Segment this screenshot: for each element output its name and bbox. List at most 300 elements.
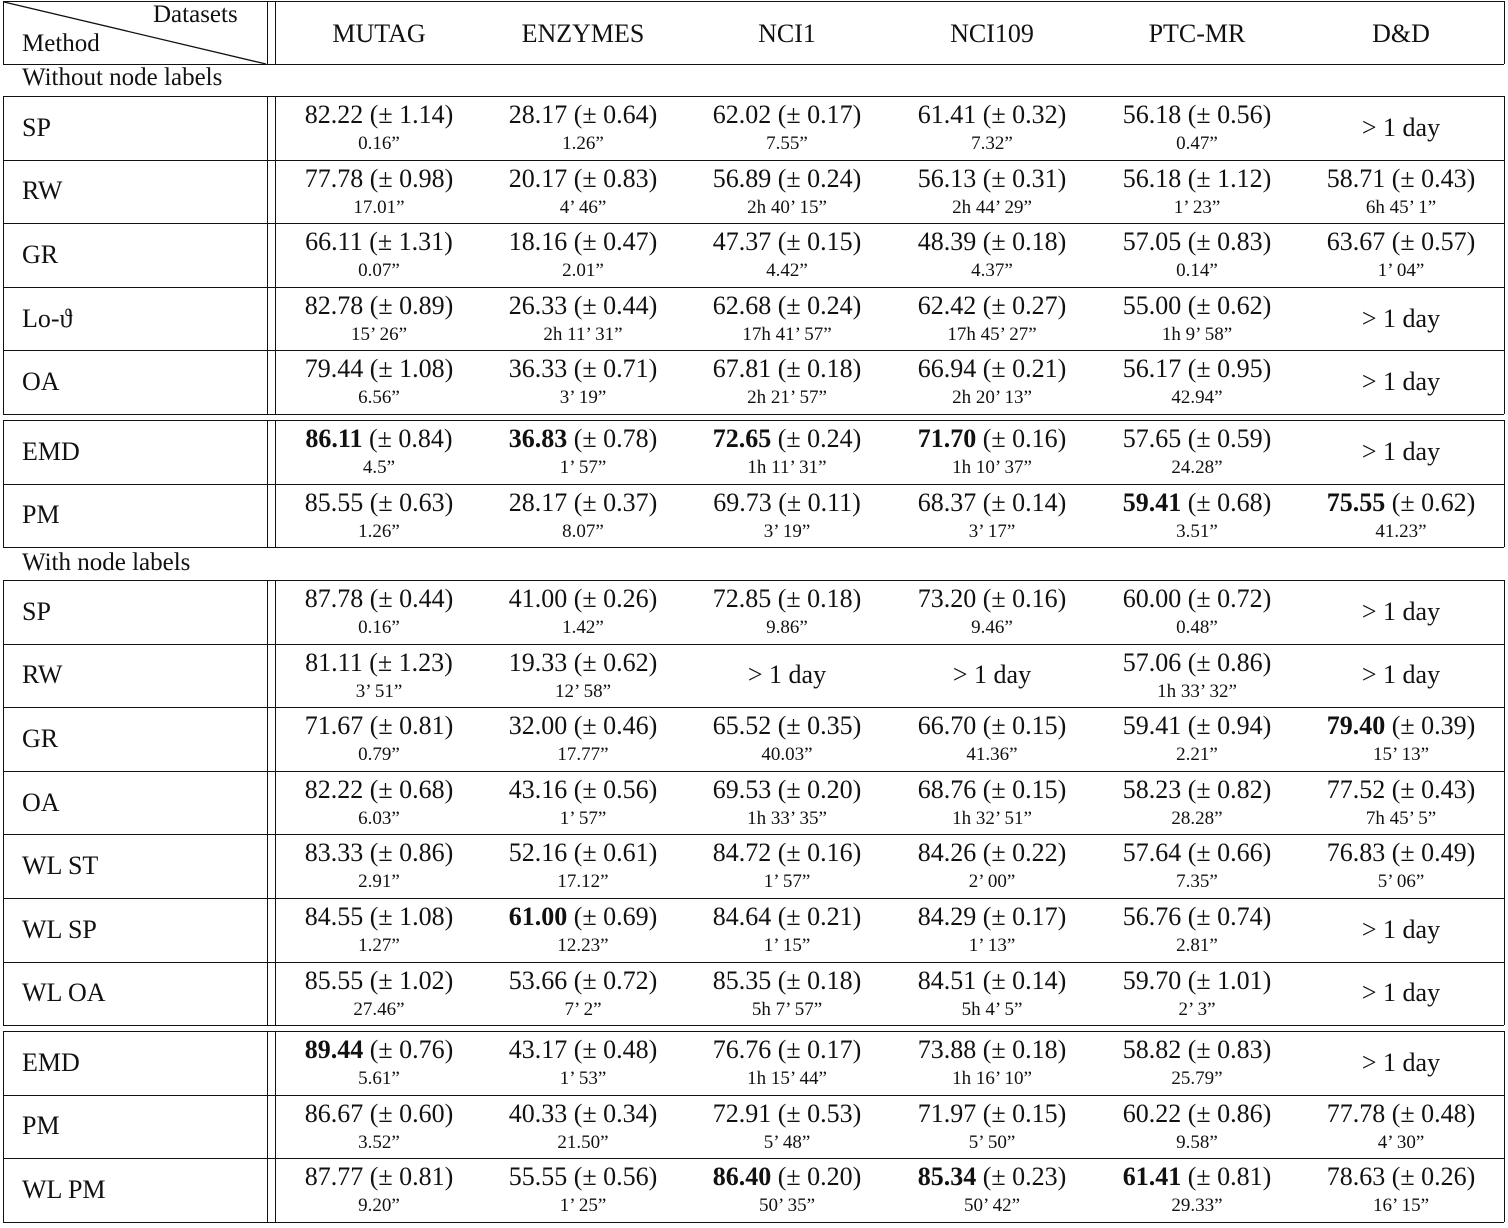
accuracy-value — [1095, 964, 1299, 997]
accuracy-std: (± 0.18) — [777, 965, 862, 995]
accuracy-mean: 18.16 — [508, 227, 568, 257]
runtime-value: 6.56” — [358, 387, 400, 409]
table-cell — [277, 162, 481, 222]
runtime-value: 1h 15’ 44” — [747, 1068, 827, 1089]
accuracy-mean: 78.63 — [1326, 1162, 1386, 1192]
accuracy-mean: 57.64 — [1122, 838, 1182, 868]
accuracy-value — [481, 964, 685, 997]
table-cell — [1299, 646, 1503, 706]
runtime-value: 15’ 13” — [1372, 744, 1430, 766]
table-cell — [890, 486, 1094, 546]
accuracy-std: (± 0.49) — [1391, 838, 1476, 868]
table-cell — [685, 773, 889, 833]
runtime-value: 2h 21’ 57” — [747, 387, 827, 409]
accuracy-mean: 56.13 — [917, 163, 977, 193]
accuracy-std: (± 0.66) — [1187, 838, 1272, 868]
accuracy-std: (± 0.56) — [573, 1162, 658, 1192]
accuracy-mean: 79.44 — [304, 354, 364, 384]
table-cell — [1095, 352, 1299, 412]
column-header-nci1: NCI1 — [758, 19, 816, 48]
accuracy-std: (± 0.16) — [982, 424, 1067, 453]
accuracy-value — [481, 709, 685, 742]
runtime-value: 27.46” — [353, 998, 405, 1020]
accuracy-mean: 71.67 — [304, 711, 364, 741]
runtime-value: 50’ 35” — [758, 1195, 816, 1217]
runtime-value: 0.14” — [1176, 260, 1218, 282]
runtime-value: 42.94” — [1171, 387, 1223, 409]
accuracy-std: (± 0.43) — [1391, 774, 1476, 804]
accuracy-mean: 59.41 — [1122, 711, 1182, 741]
accuracy-std: (± 0.48) — [1391, 1098, 1476, 1128]
accuracy-std: (± 0.83) — [1187, 1035, 1272, 1064]
accuracy-value — [1095, 773, 1299, 806]
method-label: GR — [22, 723, 59, 753]
table-cell — [890, 162, 1094, 222]
runtime-value: 21.50” — [557, 1131, 609, 1153]
runtime-value: 17.12” — [557, 871, 609, 893]
column-header-ptcmr: PTC-MR — [1148, 19, 1246, 48]
accuracy-std: (± 1.23) — [369, 647, 453, 677]
rule-horizontal — [3, 350, 1504, 351]
accuracy-value — [1095, 486, 1299, 519]
accuracy-mean: 56.18 — [1122, 163, 1182, 193]
runtime-value: 1’ 23” — [1173, 196, 1221, 218]
rule-horizontal — [3, 414, 1504, 415]
accuracy-std: (± 0.64) — [573, 100, 658, 129]
section-title: With node labels — [22, 549, 191, 576]
accuracy-value — [481, 422, 685, 455]
accuracy-mean: 56.18 — [1122, 100, 1182, 129]
accuracy-std: (± 0.21) — [982, 354, 1067, 384]
runtime-value: 2.21” — [1176, 744, 1218, 766]
accuracy-mean: 76.83 — [1326, 838, 1386, 868]
timeout-label: > 1 day — [1361, 596, 1441, 626]
accuracy-mean: 47.37 — [712, 227, 772, 257]
timeout-label: > 1 day — [1361, 436, 1441, 466]
table-cell — [1095, 225, 1299, 285]
accuracy-value — [685, 162, 889, 195]
accuracy-value — [685, 582, 889, 615]
runtime-value: 1’ 13” — [968, 935, 1016, 956]
accuracy-value — [685, 1097, 889, 1130]
accuracy-std: (± 0.86) — [1187, 647, 1272, 677]
accuracy-std: (± 0.47) — [573, 227, 658, 257]
table-cell — [890, 773, 1094, 833]
accuracy-mean: 58.82 — [1122, 1035, 1182, 1064]
runtime-value: 2.01” — [562, 260, 604, 282]
accuracy-value — [481, 1033, 685, 1066]
accuracy-std: (± 0.62) — [1187, 290, 1272, 320]
accuracy-value — [277, 289, 481, 322]
accuracy-std: (± 0.74) — [1187, 902, 1272, 931]
runtime-value: 1’ 57” — [763, 871, 811, 893]
runtime-value: 1h 10’ 37” — [952, 457, 1032, 478]
accuracy-value — [1299, 1097, 1503, 1130]
runtime-value: 1’ 15” — [763, 935, 811, 956]
accuracy-mean: 60.00 — [1122, 584, 1182, 613]
accuracy-value — [685, 289, 889, 322]
accuracy-std: (± 0.20) — [777, 774, 862, 804]
runtime-value: 5’ 50” — [968, 1131, 1016, 1153]
accuracy-value — [890, 289, 1094, 322]
table-cell — [890, 1033, 1094, 1093]
accuracy-std: (± 0.57) — [1391, 227, 1476, 257]
timeout-label: > 1 day — [1361, 112, 1441, 142]
accuracy-mean: 28.17 — [508, 487, 568, 517]
accuracy-std: (± 0.31) — [982, 163, 1067, 193]
rule-horizontal — [3, 898, 1504, 899]
accuracy-std: (± 1.02) — [369, 965, 454, 995]
accuracy-std: (± 1.01) — [1187, 965, 1272, 995]
accuracy-mean: 36.83 — [508, 424, 568, 453]
runtime-value: 1.26” — [358, 520, 400, 542]
table-cell — [481, 1160, 685, 1220]
accuracy-mean: 68.76 — [917, 774, 977, 804]
table-cell — [685, 709, 889, 769]
method-label: OA — [22, 367, 60, 397]
accuracy-mean: 67.81 — [712, 354, 772, 384]
accuracy-mean: 28.17 — [508, 100, 568, 129]
runtime-value: 1’ 57” — [559, 457, 607, 478]
timeout-label: > 1 day — [1361, 367, 1441, 397]
accuracy-mean: 85.55 — [304, 965, 364, 995]
rule-vertical — [1504, 1, 1505, 64]
accuracy-value — [277, 422, 481, 455]
accuracy-std: (± 0.62) — [573, 647, 658, 677]
accuracy-mean: 61.41 — [917, 100, 977, 129]
accuracy-std: (± 0.63) — [369, 487, 454, 517]
runtime-value: 4’ 30” — [1377, 1131, 1425, 1153]
accuracy-std: (± 0.81) — [369, 1162, 454, 1192]
accuracy-mean: 85.34 — [917, 1162, 977, 1192]
accuracy-std: (± 0.18) — [777, 354, 862, 384]
accuracy-mean: 26.33 — [508, 290, 568, 320]
runtime-value: 5.61” — [358, 1068, 400, 1089]
accuracy-std: (± 0.44) — [573, 290, 658, 320]
table-cell — [481, 900, 685, 960]
table-cell — [685, 582, 889, 642]
accuracy-value — [277, 964, 481, 997]
rule-vertical — [275, 96, 276, 414]
header-method-label: Method — [22, 30, 100, 57]
accuracy-std: (± 0.43) — [1391, 163, 1476, 193]
runtime-value: 1’ 25” — [559, 1195, 607, 1217]
accuracy-std: (± 0.60) — [369, 1098, 454, 1128]
accuracy-value — [1095, 900, 1299, 933]
accuracy-std: (± 0.83) — [573, 163, 658, 193]
accuracy-std: (± 0.69) — [573, 902, 658, 931]
table-cell — [685, 836, 889, 896]
accuracy-mean: 60.22 — [1122, 1098, 1182, 1128]
table-cell — [1095, 773, 1299, 833]
table-cell — [277, 422, 481, 482]
table-cell — [481, 836, 685, 896]
accuracy-std: (± 0.72) — [1187, 584, 1272, 613]
table-cell — [481, 98, 685, 158]
accuracy-value — [890, 162, 1094, 195]
accuracy-std: (± 0.14) — [982, 487, 1067, 517]
table-cell — [685, 289, 889, 349]
accuracy-std: (± 0.59) — [1187, 424, 1272, 453]
table-cell — [481, 773, 685, 833]
accuracy-value — [685, 709, 889, 742]
accuracy-value — [890, 773, 1094, 806]
runtime-value: 2h 44’ 29” — [952, 196, 1032, 218]
accuracy-std: (± 0.11) — [778, 487, 861, 517]
accuracy-std: (± 0.14) — [982, 965, 1067, 995]
table-cell — [1095, 98, 1299, 158]
accuracy-std: (± 0.46) — [573, 711, 658, 741]
accuracy-std: (± 0.17) — [982, 902, 1067, 931]
rule-horizontal — [3, 160, 1504, 161]
accuracy-value — [1095, 709, 1299, 742]
accuracy-value — [277, 900, 481, 933]
rule-vertical — [1504, 96, 1505, 414]
runtime-value: 41.23” — [1375, 520, 1427, 542]
accuracy-std: (± 0.15) — [982, 1098, 1067, 1128]
accuracy-value — [890, 352, 1094, 385]
runtime-value: 2h 40’ 15” — [747, 196, 827, 218]
table-cell — [277, 964, 481, 1024]
accuracy-value — [890, 582, 1094, 615]
runtime-value: 2h 20’ 13” — [952, 387, 1032, 409]
accuracy-value — [481, 1097, 685, 1130]
accuracy-value — [277, 709, 481, 742]
timeout-label: > 1 day — [1361, 914, 1441, 944]
table-cell — [685, 422, 889, 482]
table-cell — [277, 486, 481, 546]
accuracy-std: (± 0.21) — [777, 902, 862, 931]
accuracy-mean: 76.76 — [712, 1035, 772, 1064]
accuracy-value — [890, 422, 1094, 455]
method-label: OA — [22, 787, 60, 817]
accuracy-value — [277, 836, 481, 869]
runtime-value: 28.28” — [1171, 807, 1223, 829]
accuracy-mean: 85.55 — [304, 487, 364, 517]
table-cell — [890, 1097, 1094, 1157]
accuracy-mean: 55.00 — [1122, 290, 1182, 320]
runtime-value: 9.46” — [971, 617, 1013, 638]
accuracy-value — [1299, 773, 1503, 806]
accuracy-mean: 72.91 — [712, 1098, 772, 1128]
accuracy-value — [685, 964, 889, 997]
runtime-value: 29.33” — [1171, 1195, 1223, 1217]
rule-horizontal — [3, 223, 1504, 224]
accuracy-mean: 77.78 — [304, 163, 364, 193]
accuracy-mean: 53.66 — [508, 965, 568, 995]
runtime-value: 5’ 06” — [1377, 871, 1425, 893]
table-cell — [890, 709, 1094, 769]
method-label: WL OA — [22, 978, 106, 1008]
table-cell — [1299, 582, 1503, 642]
accuracy-value — [890, 1097, 1094, 1130]
table-cell — [481, 422, 685, 482]
accuracy-mean: 73.20 — [917, 584, 977, 613]
accuracy-mean: 86.67 — [304, 1098, 364, 1128]
method-label: RW — [22, 176, 63, 206]
runtime-value: 9.86” — [766, 617, 808, 638]
table-cell — [1095, 289, 1299, 349]
table-cell — [277, 773, 481, 833]
accuracy-value — [890, 836, 1094, 869]
column-header-enzymes: ENZYMES — [521, 19, 645, 48]
rule-horizontal — [3, 1158, 1504, 1159]
runtime-value: 1.26” — [562, 133, 604, 154]
column-header-mutag: MUTAG — [332, 19, 426, 48]
runtime-value: 1’ 57” — [559, 807, 607, 829]
accuracy-value — [685, 836, 889, 869]
runtime-value: 4.37” — [971, 260, 1013, 282]
accuracy-value — [481, 289, 685, 322]
runtime-value: 8.07” — [562, 520, 604, 542]
table-cell — [277, 1097, 481, 1157]
accuracy-mean: 56.17 — [1122, 354, 1182, 384]
table-cell — [277, 1033, 481, 1093]
accuracy-std: (± 0.48) — [573, 1035, 658, 1064]
table-cell — [481, 964, 685, 1024]
column-header-dd: D&D — [1372, 19, 1430, 48]
table-cell — [890, 836, 1094, 896]
runtime-value: 1h 11’ 31” — [747, 457, 827, 478]
rule-vertical — [3, 96, 4, 414]
accuracy-value — [277, 1033, 481, 1066]
accuracy-value — [685, 352, 889, 385]
accuracy-std: (± 1.31) — [369, 227, 453, 257]
accuracy-std: (± 0.17) — [777, 100, 862, 129]
accuracy-mean: 86.40 — [712, 1162, 772, 1192]
accuracy-value — [277, 1097, 481, 1130]
accuracy-mean: 71.97 — [917, 1098, 977, 1128]
accuracy-mean: 82.78 — [304, 290, 364, 320]
table-cell — [890, 900, 1094, 960]
runtime-value: 1.27” — [358, 935, 400, 956]
accuracy-value — [277, 582, 481, 615]
accuracy-std: (± 0.23) — [982, 1162, 1067, 1192]
method-label: EMD — [22, 1047, 80, 1077]
accuracy-value — [277, 98, 481, 131]
accuracy-value — [890, 486, 1094, 519]
timeout-label: > 1 day — [1361, 1047, 1441, 1077]
accuracy-mean: 84.29 — [917, 902, 977, 931]
accuracy-value — [277, 486, 481, 519]
rule-horizontal — [3, 1031, 1504, 1032]
accuracy-mean: 79.40 — [1326, 711, 1386, 741]
table-cell — [1299, 352, 1503, 412]
accuracy-value — [277, 352, 481, 385]
runtime-value: 41.36” — [966, 744, 1018, 766]
accuracy-value — [1299, 836, 1503, 869]
accuracy-value — [685, 225, 889, 258]
accuracy-std: (± 0.26) — [1391, 1162, 1476, 1192]
timeout-label: > 1 day — [1361, 978, 1441, 1008]
table-cell — [685, 162, 889, 222]
method-label: WL ST — [22, 851, 99, 881]
accuracy-mean: 82.22 — [304, 774, 364, 804]
accuracy-mean: 66.70 — [917, 711, 977, 741]
accuracy-value — [481, 225, 685, 258]
table-cell — [1095, 1033, 1299, 1093]
runtime-value: 7.55” — [766, 133, 808, 154]
table-cell — [1095, 162, 1299, 222]
runtime-value: 2h 11’ 31” — [543, 323, 623, 345]
accuracy-value — [890, 225, 1094, 258]
table-cell — [1095, 646, 1299, 706]
accuracy-mean: 63.67 — [1326, 227, 1386, 257]
accuracy-value — [890, 1033, 1094, 1066]
accuracy-std: (± 0.68) — [369, 774, 454, 804]
accuracy-std: (± 0.15) — [777, 227, 862, 257]
accuracy-value — [481, 98, 685, 131]
accuracy-value — [1299, 1160, 1503, 1193]
runtime-value: 3’ 17” — [968, 520, 1016, 542]
section-title: Without node labels — [22, 64, 223, 91]
accuracy-std: (± 0.18) — [982, 227, 1067, 257]
accuracy-mean: 40.33 — [508, 1098, 568, 1128]
accuracy-mean: 56.89 — [712, 163, 772, 193]
accuracy-mean: 72.65 — [712, 424, 772, 453]
table-cell — [1095, 836, 1299, 896]
runtime-value: 0.79” — [358, 744, 400, 766]
accuracy-value — [685, 486, 889, 519]
table-cell — [890, 1160, 1094, 1220]
runtime-value: 1’ 04” — [1377, 260, 1425, 282]
accuracy-std: (± 0.98) — [369, 163, 454, 193]
accuracy-std: (± 0.27) — [982, 290, 1067, 320]
accuracy-mean: 81.11 — [305, 647, 363, 677]
accuracy-std: (± 0.16) — [777, 838, 862, 868]
table-cell — [1095, 1097, 1299, 1157]
accuracy-mean: 62.68 — [712, 290, 772, 320]
runtime-value: 3’ 19” — [763, 520, 811, 542]
accuracy-mean: 61.00 — [508, 902, 568, 931]
method-label: WL SP — [22, 914, 97, 944]
table-cell — [1095, 582, 1299, 642]
accuracy-std: (± 0.82) — [1187, 774, 1272, 804]
table-cell — [685, 964, 889, 1024]
accuracy-value — [1095, 162, 1299, 195]
accuracy-mean: 86.11 — [305, 424, 363, 453]
table-cell — [277, 98, 481, 158]
accuracy-std: (± 0.56) — [1187, 100, 1272, 129]
accuracy-value — [277, 162, 481, 195]
table-cell — [1299, 900, 1503, 960]
accuracy-mean: 87.78 — [304, 584, 364, 613]
runtime-value: 5h 7’ 57” — [751, 998, 823, 1020]
rule-horizontal — [3, 287, 1504, 288]
runtime-value: 1’ 53” — [559, 1068, 607, 1089]
method-label: SP — [22, 596, 51, 626]
runtime-value: 3.52” — [358, 1131, 400, 1153]
accuracy-mean: 62.02 — [712, 100, 772, 129]
accuracy-value — [481, 900, 685, 933]
accuracy-value — [1299, 709, 1503, 742]
accuracy-std: (± 0.26) — [573, 584, 658, 613]
accuracy-value — [1095, 422, 1299, 455]
runtime-value: 1h 33’ 35” — [747, 807, 827, 829]
table-cell — [481, 162, 685, 222]
rule-vertical — [3, 580, 4, 1025]
table-cell — [685, 486, 889, 546]
accuracy-value — [890, 900, 1094, 933]
runtime-value: 7’ 2” — [564, 998, 602, 1020]
runtime-value: 25.79” — [1171, 1068, 1223, 1089]
accuracy-std: (± 0.17) — [777, 1035, 862, 1064]
table-cell — [481, 486, 685, 546]
accuracy-value — [481, 486, 685, 519]
accuracy-std: (± 1.14) — [369, 100, 454, 129]
runtime-value: 0.48” — [1176, 617, 1218, 638]
rule-vertical — [275, 1031, 276, 1222]
